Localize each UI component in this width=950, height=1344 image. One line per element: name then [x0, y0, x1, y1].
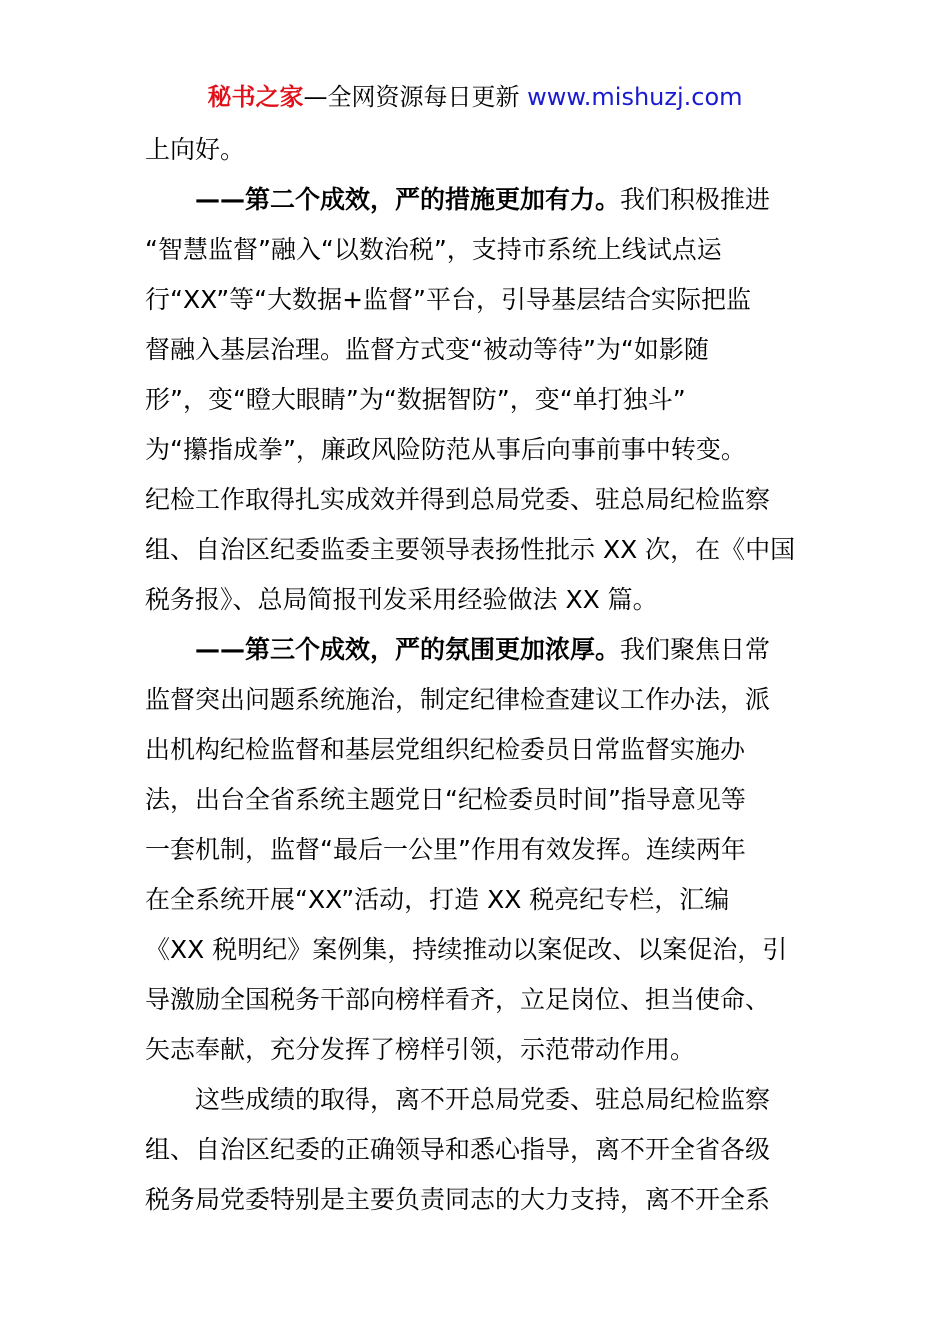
text-line: 形”，变“瞪大眼睛”为“数据智防”，变“单打独斗”	[145, 385, 686, 414]
page-header	[0, 82, 950, 112]
website-link[interactable]: www.mishuzj.com	[527, 83, 743, 111]
text-span: 我们聚焦日常	[620, 635, 771, 664]
brand-name: 秘书之家	[207, 83, 304, 111]
text-line: 督融入基层治理。监督方式变“被动等待”为“如影随	[145, 335, 709, 364]
text-line: 矢志奉献，充分发挥了榜样引领，示范带动作用。	[145, 1035, 696, 1064]
section-heading-line	[145, 175, 807, 225]
text-line: 一套机制，监督“最后一公里”作用有效发挥。连续两年	[145, 835, 746, 864]
section-heading-line	[145, 625, 807, 675]
section-heading-3: ——第三个成效，严的氛围更加浓厚。	[195, 635, 621, 664]
document-body	[145, 125, 807, 1225]
text-line: 在全系统开展“XX”活动，打造 XX 税亮纪专栏，汇编	[145, 885, 730, 914]
text-line: 监督突出问题系统施治，制定纪律检查建议工作办法，派	[145, 685, 771, 714]
text-line: 税务局党委特别是主要负责同志的大力支持，离不开全系	[145, 1185, 771, 1214]
text-line: 行“XX”等“大数据+监督”平台，引导基层结合实际把监	[145, 285, 751, 314]
text-line: 纪检工作取得扎实成效并得到总局党委、驻总局纪检监察	[145, 485, 771, 514]
text-line: 税务报》、总局简报刊发采用经验做法 XX 篇。	[145, 585, 658, 614]
text-line: 组、自治区纪委监委主要领导表扬性批示 XX 次，在《中国	[145, 535, 796, 564]
text-line: “智慧监督”融入“以数治税”，支持市系统上线试点运	[145, 235, 722, 264]
text-line: 为“攥指成拳”，廉政风险防范从事后向事前事中转变。	[145, 435, 746, 464]
text-line: 组、自治区纪委的正确领导和悉心指导，离不开全省各级	[145, 1135, 771, 1164]
text-line: 法，出台全省系统主题党日“纪检委员时间”指导意见等	[145, 785, 746, 814]
text-line: 导激励全国税务干部向榜样看齐，立足岗位、担当使命、	[145, 985, 771, 1014]
section-heading-2: ——第二个成效，严的措施更加有力。	[195, 185, 621, 214]
text-line: 《XX 税明纪》案例集，持续推动以案促改、以案促治，引	[145, 935, 788, 964]
text-line: 上向好。	[145, 135, 246, 164]
header-tagline: —全网资源每日更新	[303, 83, 528, 111]
text-span: 我们积极推进	[620, 185, 771, 214]
paragraph-start-line: 这些成绩的取得，离不开总局党委、驻总局纪检监察	[195, 1085, 771, 1114]
text-line: 出机构纪检监督和基层党组织纪检委员日常监督实施办	[145, 735, 746, 764]
